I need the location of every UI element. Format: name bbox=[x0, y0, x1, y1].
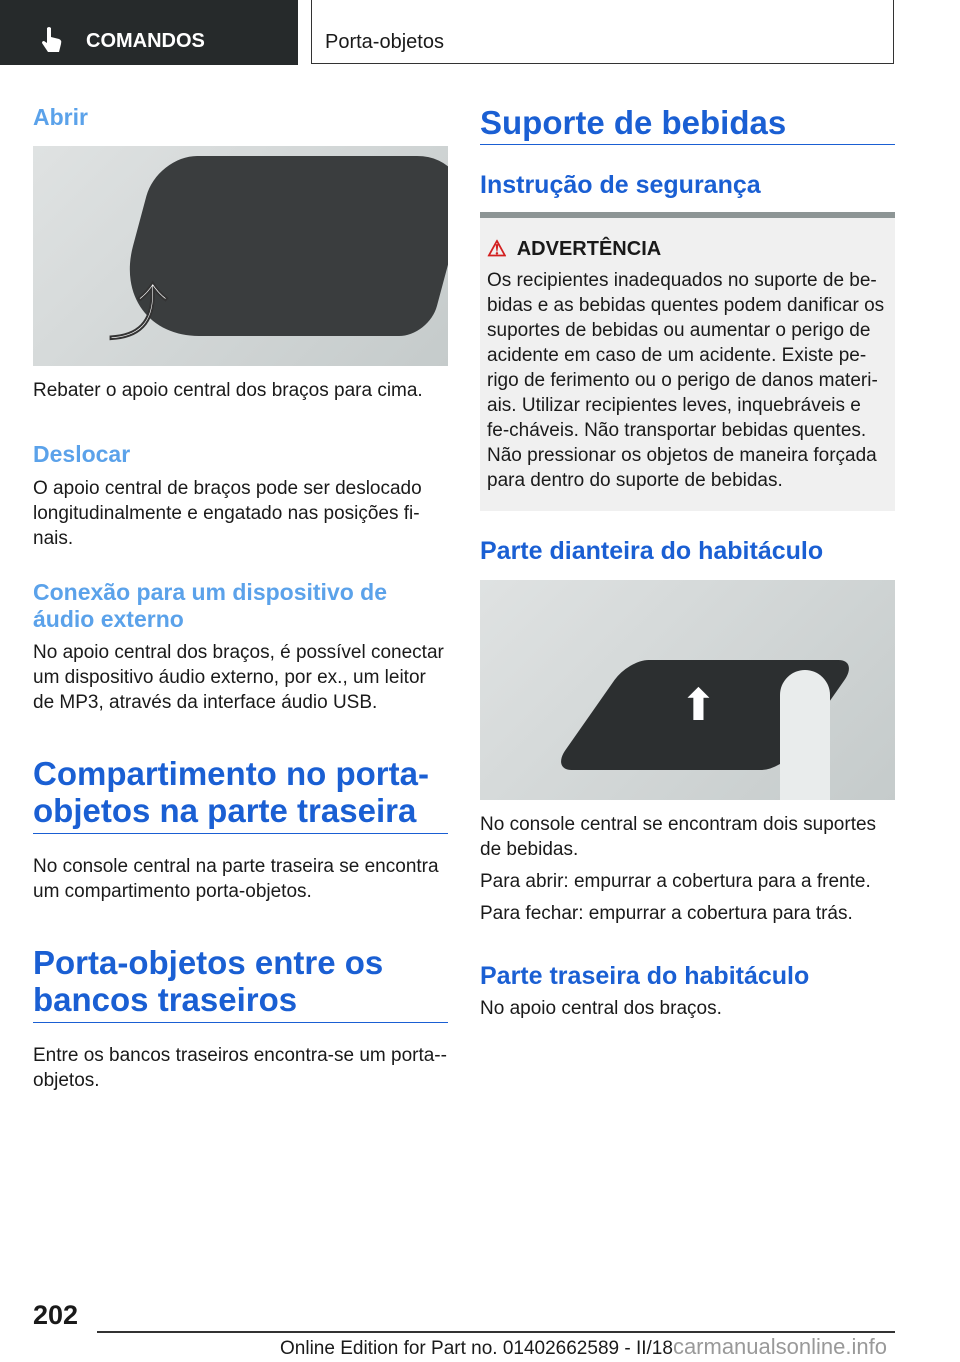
warning-triangle-icon: ⚠ bbox=[487, 236, 507, 261]
cupholder-image bbox=[480, 580, 895, 800]
traseira-text: No apoio central dos braços. bbox=[480, 998, 722, 1019]
dianteira-text-1: No console central se encontram dois suportes de bebidas. bbox=[480, 814, 877, 860]
footer-divider bbox=[97, 1331, 895, 1333]
section-tab bbox=[0, 0, 298, 65]
dianteira-heading: Parte dianteira do habitáculo bbox=[480, 537, 824, 565]
abrir-heading: Abrir bbox=[33, 104, 88, 130]
conexao-text: No apoio central dos braços, é possível conectar um dispositivo áudio externo, por ex., um leitor de MP3, através da interface áudio USB. bbox=[33, 642, 444, 713]
deslocar-text: O apoio central de braços pode ser deslocado longitudinalmente e engatado nas posições fi-nais. bbox=[33, 478, 422, 549]
porta-objetos-heading: Porta-objetos entre os bancos traseiros bbox=[33, 944, 448, 1023]
armrest-image bbox=[33, 146, 448, 366]
dianteira-text-2: Para abrir: empurrar a cobertura para a frente. bbox=[480, 871, 871, 892]
warning-box bbox=[480, 212, 895, 511]
watermark: carmanualsonline.info bbox=[672, 1334, 887, 1359]
compartimento-heading: Compartimento no porta-objetos na parte traseira bbox=[33, 755, 448, 834]
conexao-heading: Conexão para um dispositivo de áudio externo bbox=[33, 579, 388, 632]
seguranca-heading: Instrução de segurança bbox=[480, 171, 761, 199]
hand-pointer-icon bbox=[40, 26, 64, 54]
arrow-up-icon: ⬆ bbox=[680, 681, 717, 730]
page-number: 202 bbox=[33, 1300, 79, 1330]
suporte-heading: Suporte de bebidas bbox=[480, 104, 895, 145]
porta-objetos-text: Entre os bancos traseiros encontra-se um porta--objetos. bbox=[33, 1045, 447, 1091]
compartimento-text: No console central na parte traseira se encontra um compartimento porta-objetos. bbox=[33, 856, 439, 902]
edition-text: Online Edition for Part no. 01402662589 - II/18 bbox=[280, 1338, 673, 1359]
warning-text: Os recipientes inadequados no suporte de be-bidas e as bebidas quentes podem danificar os suportes de bebidas ou aumentar o perigo de acidente em caso de um acidente. Existe pe-rigo de ferimento ou o perigo de danos materi-ais. Utilizar recipientes leves, inquebráveis e fe-cháveis. Não transportar bebidas quentes. Não pressionar os objetos de maneira forçada para dentro do suporte de bebidas. bbox=[487, 270, 885, 491]
chapter-label: Porta-objetos bbox=[325, 31, 444, 53]
abrir-text: Rebater o apoio central dos braços para cima. bbox=[33, 380, 423, 401]
dianteira-text-3: Para fechar: empurrar a cobertura para trás. bbox=[480, 903, 853, 924]
footer-edition bbox=[280, 1334, 887, 1360]
section-label: COMANDOS bbox=[86, 30, 205, 52]
arrow-up-icon: ⤴ bbox=[108, 280, 168, 347]
chapter-tab bbox=[311, 0, 894, 64]
warning-title: ADVERTÊNCIA bbox=[516, 237, 662, 260]
deslocar-heading: Deslocar bbox=[33, 441, 131, 467]
traseira-heading: Parte traseira do habitáculo bbox=[480, 962, 810, 990]
